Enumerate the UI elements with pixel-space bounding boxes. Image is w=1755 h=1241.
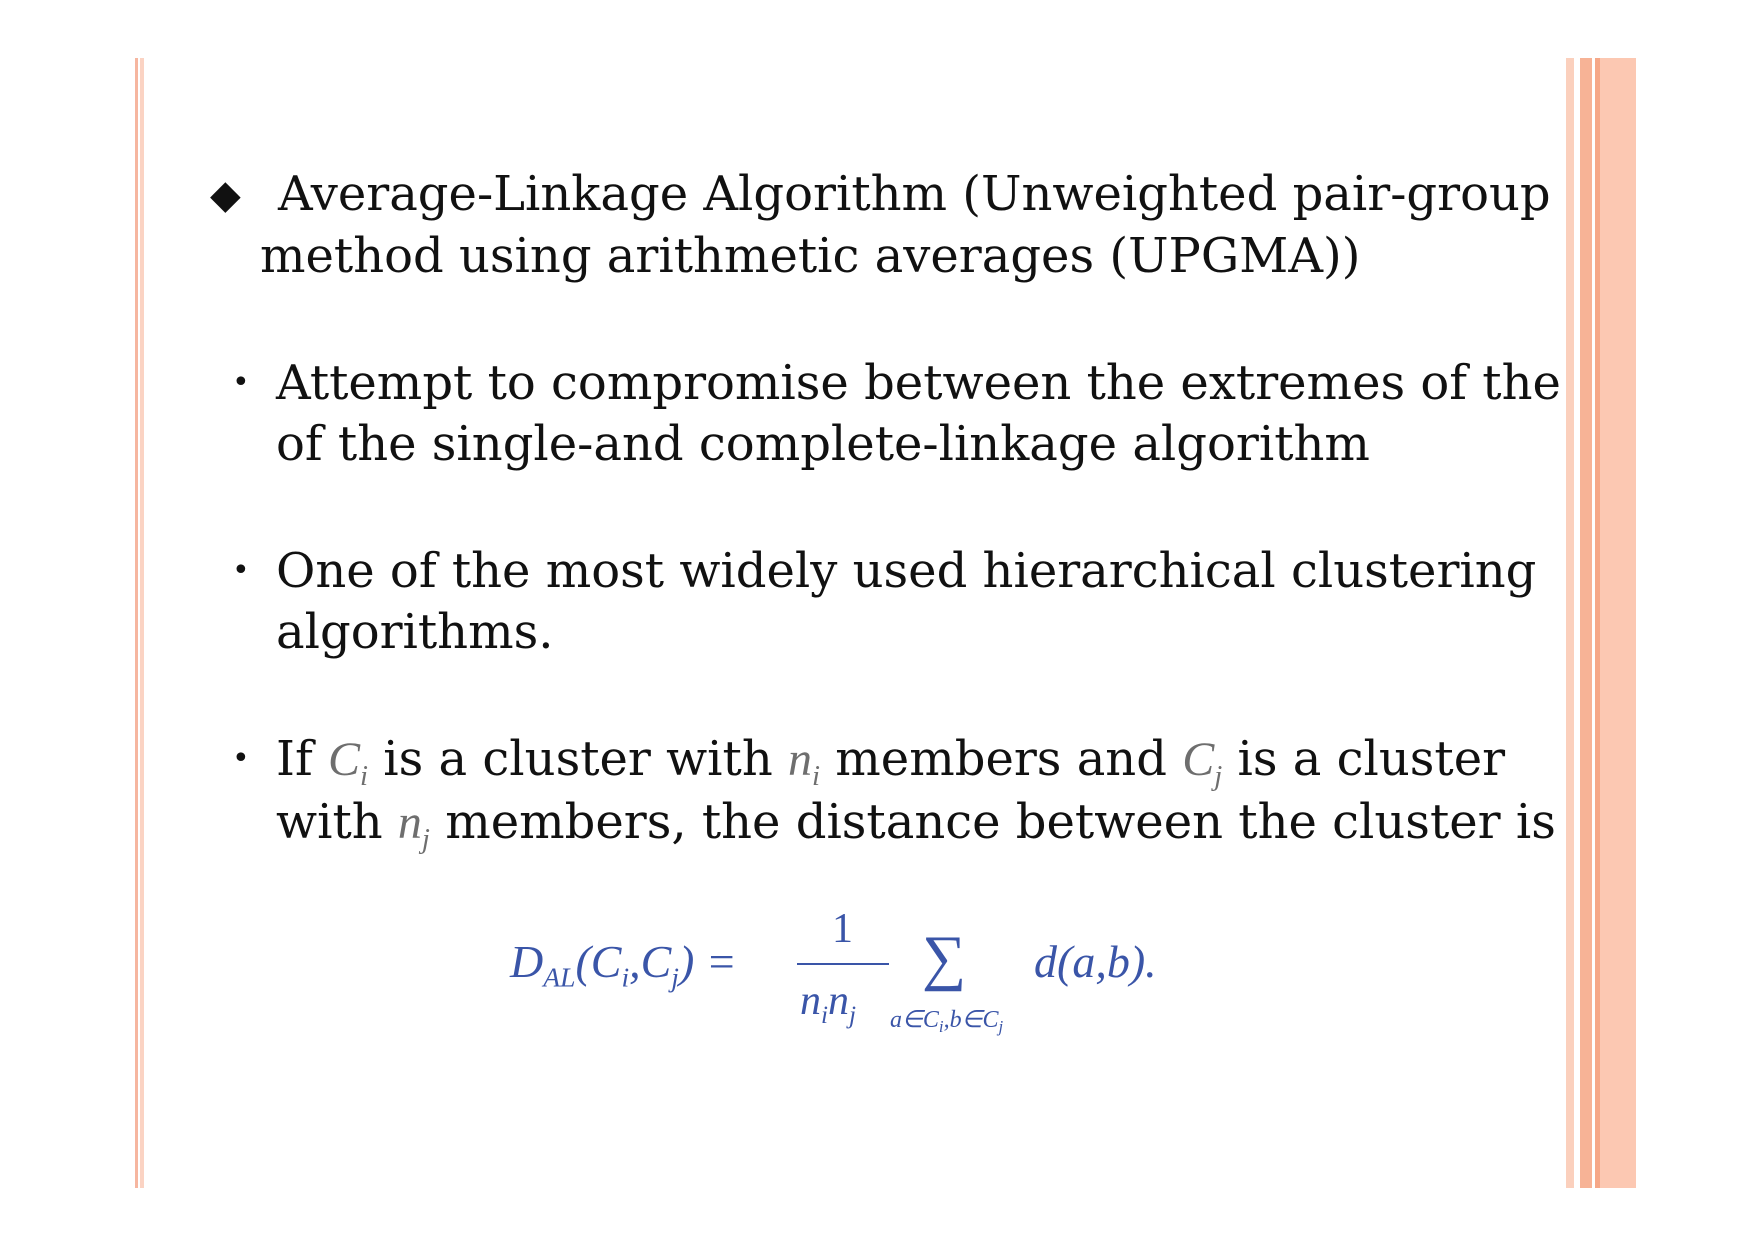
heading-line-1: Average-Linkage Algorithm (Unweighted pair-group (278, 166, 1551, 222)
formula-lhs: $D_{AL}(C_i,C_j)$ = (510, 936, 737, 993)
formula-summation-range: $a\in C_i,b\in C_j$ (890, 1007, 1004, 1037)
math-size-ni: $n_i$ (788, 733, 821, 793)
math-size-nj: $n_j$ (397, 796, 430, 856)
bullet-2-line-2: algorithms. (276, 604, 554, 660)
math-cluster-cj: $C_j$ (1182, 733, 1223, 793)
formula-fraction-bar (797, 963, 889, 965)
formula-denominator: $n_in_j$ (800, 978, 856, 1029)
average-linkage-formula (510, 905, 1210, 1045)
bullet-3-line-2: with $n_j$ members, the distance between the cluster is (276, 794, 1556, 856)
left-border-line-light (140, 58, 144, 1188)
right-border-stripe-1 (1566, 58, 1574, 1188)
left-border-line (135, 58, 138, 1188)
bullet-dot-icon: • (232, 365, 250, 400)
summation-icon: ∑ (922, 924, 967, 992)
right-border-stripe-4 (1600, 58, 1636, 1188)
formula-rhs: d(a,b). (1034, 936, 1157, 987)
heading-line-2: method using arithmetic averages (UPGMA)) (260, 228, 1361, 284)
bullet-dot-icon: • (232, 741, 250, 776)
math-cluster-ci: $C_i$ (328, 733, 369, 793)
bullet-1-line-1: Attempt to compromise between the extremes of the (276, 355, 1561, 411)
bullet-dot-icon: • (232, 553, 250, 588)
right-border-stripe-2 (1580, 58, 1592, 1188)
formula-numerator: 1 (832, 906, 853, 952)
diamond-bullet-icon: ◆ (210, 172, 241, 218)
bullet-2-line-1: One of the most widely used hierarchical clustering (276, 543, 1537, 599)
bullet-1-line-2: of the single-and complete-linkage algorithm (276, 416, 1370, 472)
bullet-3-line-1: If $C_i$ is a cluster with $n_i$ members and $C_j$ is a cluster (276, 731, 1506, 793)
